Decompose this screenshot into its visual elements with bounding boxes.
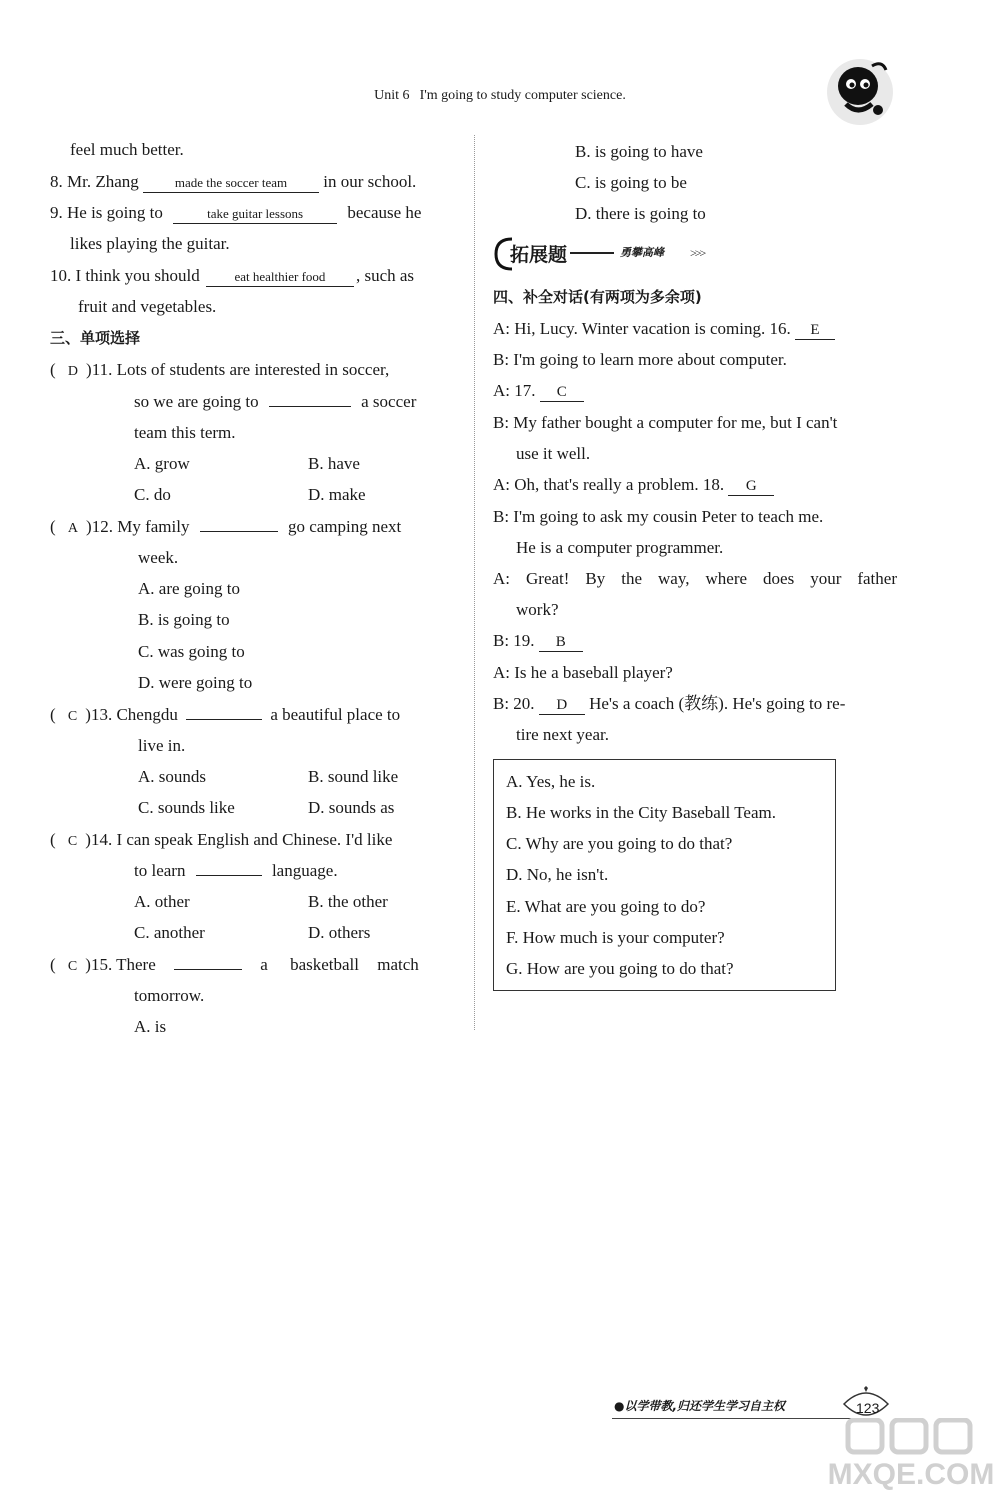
option-item: C. Why are you going to do that? — [506, 834, 733, 853]
footer-slogan: ●以学带教,归还学生学习自主权 — [614, 1399, 786, 1413]
option: B. sound like — [308, 767, 399, 786]
answer-choice: A — [67, 521, 79, 536]
option: D. there is going to — [575, 204, 706, 223]
answer-choice: C — [67, 959, 78, 974]
svg-text:MXQE.COM: MXQE.COM — [827, 1458, 995, 1491]
column-divider — [474, 135, 475, 1030]
dialogue-line: B: 19. B — [493, 629, 583, 653]
option: A. is — [134, 1017, 167, 1036]
dialogue-line: A: Great! By the way, where does your father — [493, 569, 897, 588]
dialogue-line: B: I'm going to learn more about computer. — [493, 350, 787, 369]
option: A. sounds — [138, 767, 207, 786]
dialogue-line: A: Is he a baseball player? — [493, 663, 673, 682]
option-item: A. Yes, he is. — [506, 772, 596, 791]
dialogue-line: B: I'm going to ask my cousin Peter to teach me. — [493, 507, 824, 526]
blank — [196, 861, 262, 876]
text-line: live in. — [138, 736, 186, 755]
option: C. sounds like — [138, 798, 235, 817]
option: C. is going to be — [575, 173, 687, 192]
question-14: ( C )14. I can speak English and Chinese. I'd like — [50, 830, 393, 849]
option: B. the other — [308, 892, 388, 911]
banner-title: 拓展题 — [510, 244, 568, 266]
option-item: B. He works in the City Baseball Team. — [506, 803, 776, 822]
blank — [269, 392, 351, 407]
option: D. sounds as — [308, 798, 395, 817]
question-9: 9. He is going to take guitar lessons because he — [50, 203, 422, 222]
answer-blank: G — [728, 477, 774, 496]
option: C. do — [134, 485, 171, 504]
answer-choice: D — [67, 364, 79, 379]
answer-blank: take guitar lessons — [173, 205, 337, 224]
option: D. others — [308, 923, 371, 942]
option: B. is going to have — [575, 142, 703, 161]
dialogue-line: use it well. — [516, 444, 591, 463]
blank — [174, 955, 242, 970]
option: A. other — [134, 892, 190, 911]
section-heading-3: 三、单项选择 — [50, 329, 141, 347]
question-10: 10. I think you should eat healthier food , such as — [50, 266, 415, 285]
option-item: D. No, he isn't. — [506, 865, 609, 884]
dialogue-line: work? — [516, 600, 559, 619]
option: A. grow — [134, 454, 190, 473]
text-line: tomorrow. — [134, 986, 205, 1005]
banner-subtitle: 勇攀高峰 — [620, 246, 664, 259]
option: D. were going to — [138, 673, 253, 692]
text-line: so we are going to a soccer — [134, 392, 417, 411]
chevrons-icon: >>> — [690, 246, 705, 260]
dialogue-line: B: 20. D He's a coach (教练). He's going to re- — [493, 694, 846, 713]
banner-dash — [570, 252, 614, 254]
dialogue-line: B: My father bought a computer for me, but I can't — [493, 413, 838, 432]
text-line: fruit and vegetables. — [78, 297, 217, 316]
question-13: ( C )13. Chengdu a beautiful place to — [50, 705, 401, 724]
unit-title: I'm going to study computer science. — [419, 88, 626, 103]
answer-blank: D — [539, 696, 585, 715]
option-item: E. What are you going to do? — [506, 897, 706, 916]
option: A. are going to — [138, 579, 240, 598]
dialogue-line: A: 17. C — [493, 379, 584, 403]
blank — [186, 705, 262, 720]
page-number: 123 — [856, 1400, 880, 1416]
answer-blank: B — [539, 633, 583, 652]
text-line: to learn language. — [134, 861, 338, 880]
watermark-logo — [826, 1418, 996, 1492]
dialogue-line: He is a computer programmer. — [516, 538, 724, 557]
question-15: ( C )15. There a basketball match — [50, 955, 419, 974]
unit-label: Unit 6 — [374, 88, 410, 103]
answer-blank: made the soccer team — [143, 174, 319, 193]
section-heading-4: 四、补全对话(有两项为多余项) — [493, 288, 702, 306]
mascot-icon — [822, 52, 898, 128]
extension-banner — [492, 236, 722, 272]
question-11: ( D )11. Lots of students are interested in soccer, — [50, 360, 390, 379]
text-line: likes playing the guitar. — [70, 234, 230, 253]
dialogue-line: tire next year. — [516, 725, 609, 744]
answer-blank: C — [540, 383, 584, 402]
text-line: feel much better. — [70, 140, 184, 159]
question-8: 8. Mr. Zhang made the soccer team in our school. — [50, 172, 417, 191]
dialogue-line: A: Oh, that's really a problem. 18. G — [493, 473, 774, 497]
option: C. another — [134, 923, 205, 942]
text-line: team this term. — [134, 423, 236, 442]
answer-choice: C — [67, 709, 78, 724]
answer-blank: E — [795, 321, 835, 340]
blank — [200, 517, 278, 532]
option: C. was going to — [138, 642, 245, 661]
question-12: ( A )12. My family go camping next — [50, 517, 402, 536]
option: D. make — [308, 485, 366, 504]
answer-blank: eat healthier food — [206, 268, 354, 287]
option: B. is going to — [138, 610, 230, 629]
dialogue-line: A: Hi, Lucy. Winter vacation is coming. 16. E — [493, 317, 835, 341]
option: B. have — [308, 454, 360, 473]
text-line: week. — [138, 548, 179, 567]
option-item: G. How are you going to do that? — [506, 959, 734, 978]
options-box — [493, 759, 836, 991]
option-item: F. How much is your computer? — [506, 928, 725, 947]
answer-choice: C — [67, 834, 78, 849]
